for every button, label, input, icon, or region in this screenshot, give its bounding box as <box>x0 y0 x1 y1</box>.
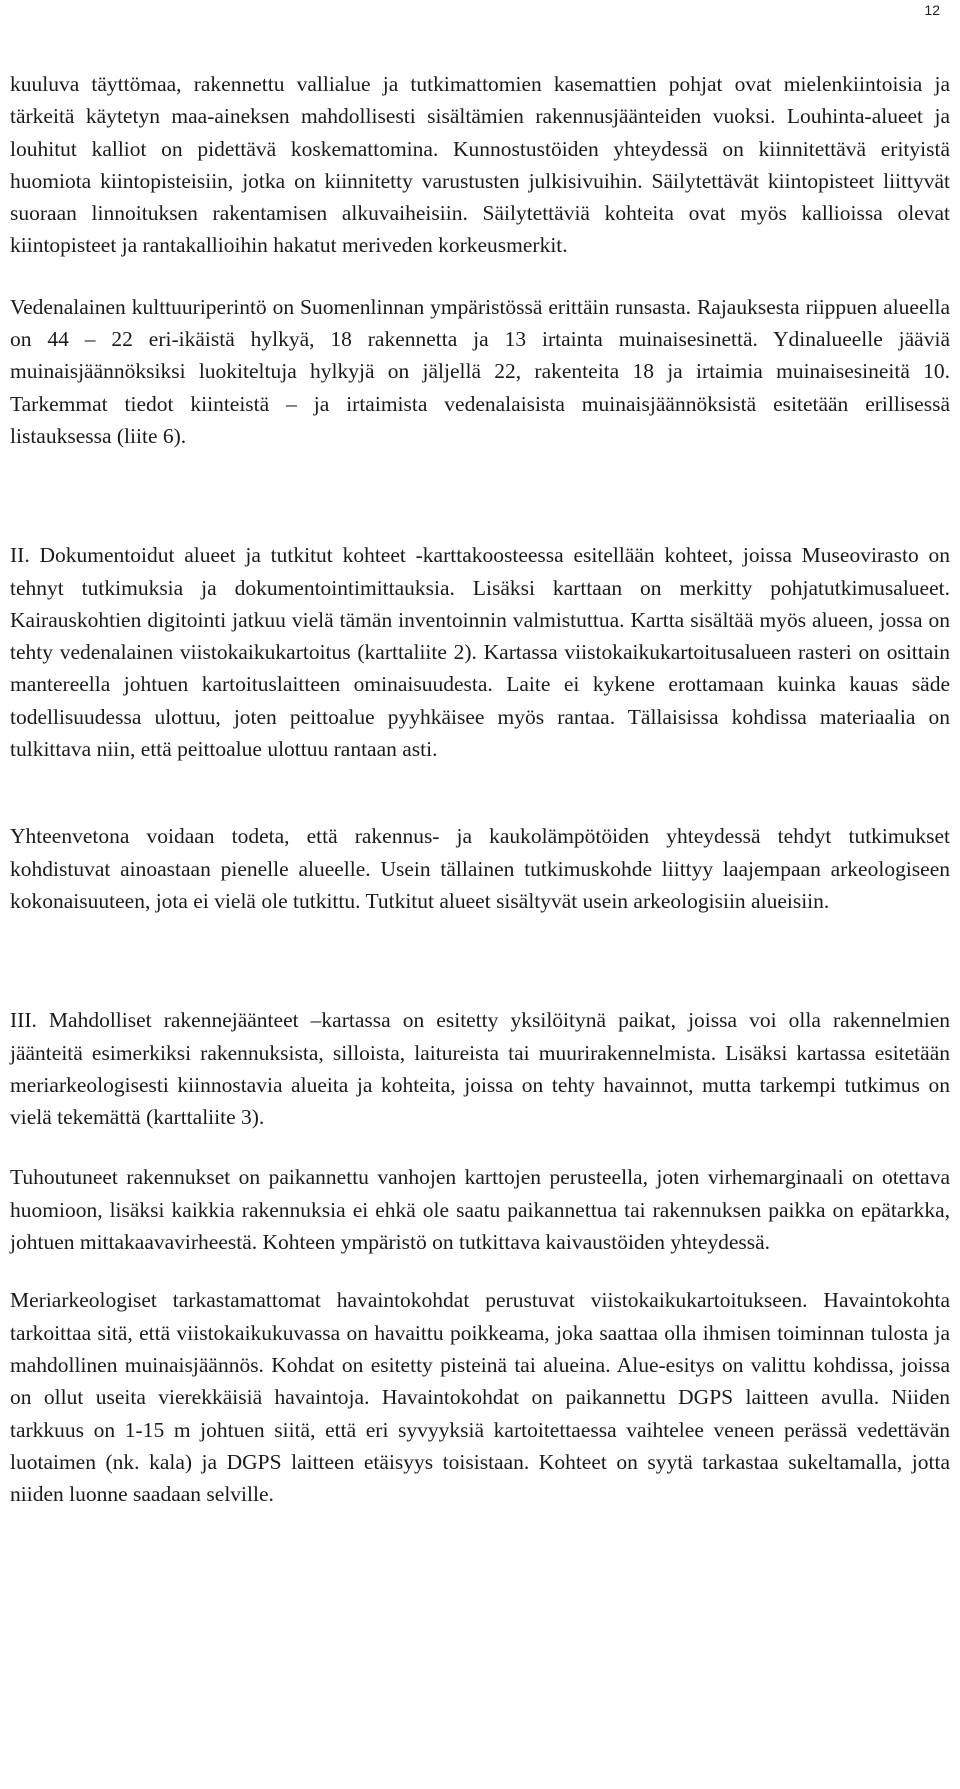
paragraph-maritime-observations: Meriarkeologiset tarkastamattomat havaintokohdat perustuvat viistokaikukartoitukseen. Havaintokohta tarkoittaa sitä, että viistokaikukuvassa on havaittu poikkeama, joka saattaa olla ihmisen toiminnan tulosta ja mahdollinen muinaisjäännös. Kohdat on esitetty pisteinä tai alueina. Alue-esitys on valittu kohdissa, joissa on ollut useita vierekkäisiä havaintoja. Havaintokohdat on paikannettu DGPS laitteen avulla. Niiden tarkkuus on 1-15 m johtuen siitä, että eri syvyyksiä kartoitettaessa vaihtelee veneen perässä vedettävän luotaimen (nk. kala) ja DGPS laitteen etäisyys toisistaan. Kohteet on syytä tarkastaa sukeltamalla, jotta niiden luonne saadaan selville. <box>10 1288 950 1507</box>
paragraph-summary: Yhteenvetona voidaan todeta, että rakennus- ja kaukolämpötöiden yhteydessä tehdyt tutkimukset kohdistuvat ainoastaan pienelle alueelle. Usein tällainen tutkimuskohde liittyy laajempaan arkeologiseen kokonaisuuteen, jota ei vielä ole tutkittu. Tutkitut alueet sisältyvät usein arkeologisiin alueisiin. <box>10 824 950 913</box>
paragraph-destroyed-buildings: Tuhoutuneet rakennukset on paikannettu vanhojen karttojen perusteella, joten virhemarginaali on otettava huomioon, lisäksi kaikkia rakennuksia ei ehkä ole saatu paikannettua tai rakennuksen paikka on epätarkka, johtuen mittakaavavirheestä. Kohteen ympäristö on tutkittava kaivaustöiden yhteydessä. <box>10 1165 950 1255</box>
paragraph-gap <box>10 1133 950 1161</box>
page-number: 12 <box>924 2 940 18</box>
paragraph-gap <box>10 262 950 291</box>
paragraph-structural-remains: III. Mahdolliset rakennejäänteet –kartassa on esitetty yksilöitynä paikat, joissa voi olla rakennelmien jäänteitä esimerkiksi rakennuksista, silloista, laitureista tai muurirakennelmista. Lisäksi kartassa esitetään meriarkeologisesti kiinnostavia alueita ja kohteita, joissa on tehty havainnot, mutta tarkempi tutkimus on vielä tekemättä (karttaliite 3). <box>10 1008 950 1130</box>
paragraph-documented-areas: II. Dokumentoidut alueet ja tutkitut kohteet -karttakoosteessa esitellään kohteet, joissa Museovirasto on tehnyt tutkimuksia ja dokumentointimittauksia. Lisäksi karttaan on merkitty pohjatutkimusalueet. Kairauskohtien digitointi jatkuu vielä tämän inventoinnin valmistuttua. Kartta sisältää myös alueen, jossa on tehty vedenalainen viistokaikukartoitus (karttaliite 2). Kartassa viistokaikukartoitusalueen rasteri on osittain mantereella johtuen kartoituslaitteen ominaisuudesta. Laite ei kykene erottamaan kuinka kauas säde todellisuudessa ulottuu, joten peittoalue pyyhkäisee myös rantaa. Tällaisissa kohdissa materiaalia on tulkittava niin, että peittoalue ulottuu rantaan asti. <box>10 543 950 762</box>
paragraph-underwater-heritage: Vedenalainen kulttuuriperintö on Suomenlinnan ympäristössä erittäin runsasta. Rajauksesta riippuen alueella on 44 – 22 eri-ikäistä hylkyä, 18 rakennetta ja 13 irtainta muinaisesinettä. Ydinalueelle jääviä muinaisjäännöksiksi luokiteltuja hylkyjä on jäljellä 22, rakenteita 18 ja irtaimia muinaisesineitä 10. Tarkemmat tiedot kiinteistä – ja irtaimista vedenalaisista muinaisjäännöksistä esitetään erillisessä listauksessa (liite 6). <box>10 294 950 448</box>
paragraph-gap <box>10 452 950 539</box>
paragraph-fortification-fixed-points: kuuluva täyttömaa, rakennettu vallialue ja tutkimattomien kasemattien pohjat ovat mielenkiintoisia ja tärkeitä käytetyn maa-aineksen mahdollisesti sisältämien rakennusjäänteiden vuoksi. Louhinta-alueet ja louhitut kalliot on pidettävä koskemattomina. Kunnostustöiden yhteydessä on kiinnitettävä erityistä huomiota kiintopisteisiin, jotka on kiinnitetty varustusten julkisivuihin. Säilytettävät kiintopisteet liittyvät suoraan linnoituksen rakentamisen alkuvaiheisiin. Säilytettäviä kohteita ovat myös kallioissa olevat kiintopisteet ja rantakallioihin hakatut meriveden korkeusmerkit. <box>10 72 950 258</box>
paragraph-gap <box>10 917 950 1004</box>
document-body <box>10 68 950 1510</box>
paragraph-gap <box>10 765 950 820</box>
paragraph-gap <box>10 1258 950 1284</box>
